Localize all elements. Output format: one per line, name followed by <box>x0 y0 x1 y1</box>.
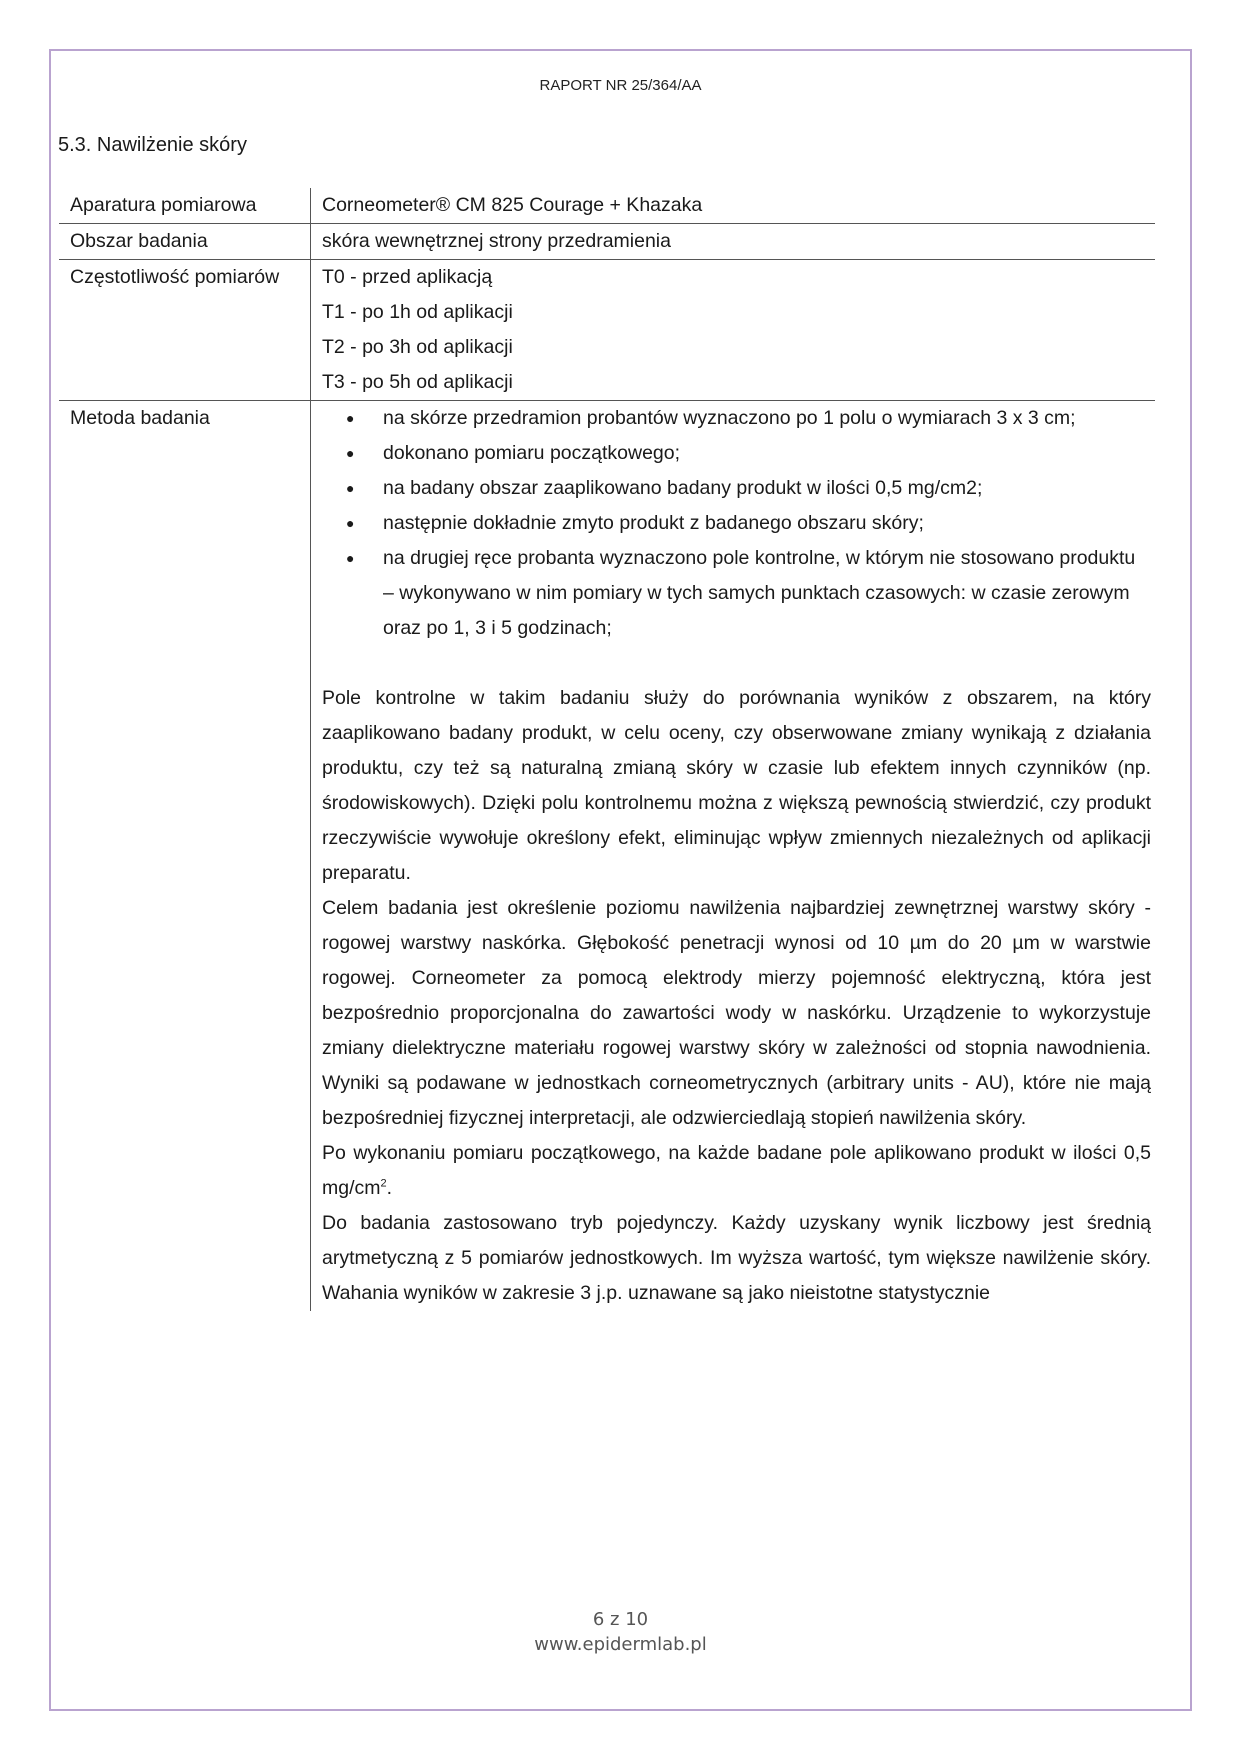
website-link[interactable]: www.epidermlab.pl <box>534 1634 707 1655</box>
frequency-t1: T1 - po 1h od aplikacji <box>322 301 513 323</box>
area-value: skóra wewnętrznej strony przedramienia <box>311 224 1156 260</box>
frequency-label: Częstotliwość pomiarów <box>59 260 311 401</box>
apparatus-label: Aparatura pomiarowa <box>59 188 311 224</box>
frequency-t2: T2 - po 3h od aplikacji <box>322 336 513 358</box>
spec-table <box>59 188 1155 1311</box>
application-paragraph: Po wykonaniu pomiaru początkowego, na każde badane pole aplikowano produkt w ilości 0,5 $mg/cm^2$. <box>322 1142 1151 1199</box>
frequency-t3: T3 - po 5h od aplikacji <box>322 371 513 393</box>
apparatus-value: Corneometer® CM 825 Courage + Khazaka <box>311 188 1156 224</box>
table-row-apparatus <box>59 188 1155 224</box>
bullet-icon: ● <box>346 445 355 461</box>
bullet-icon: ● <box>346 550 355 566</box>
method-step: ● na drugiej ręce probanta wyznaczono pole kontrolne, w którym nie stosowano produktu – wykonywano w nim pomiary w tych samych punktach czasowych: w czasie zerowym oraz po 1, 3 i 5 godzinach; <box>322 541 1151 646</box>
bullet-icon: ● <box>346 410 355 426</box>
method-description <box>311 401 1156 1312</box>
frequency-t0: T0 - przed aplikacją <box>322 266 493 288</box>
section-title: 5.3. Nawilżenie skóry <box>58 134 247 156</box>
bullet-icon: ● <box>346 480 355 496</box>
report-number: RAPORT NR 25/364/AA <box>539 77 702 94</box>
purpose-paragraph: Celem badania jest określenie poziomu nawilżenia najbardziej zewnętrznej warstwy skóry - rogowej warstwy naskórka. Głębokość penetracji wynosi od 10 µm do 20 µm w warstwie rogowej. Corneometer za pomocą elektrody mierzy pojemność elektryczną, która jest bezpośrednio proporcjonalna do zawartości wody w naskórku. Urządzenie to wykorzystuje zmiany dielektryczne materiału rogowej warstwy skóry w zależności od stopnia nawodnienia. Wyniki są podawane w jednostkach corneometrycznych (arbitrary units - AU), które nie mają bezpośredniej fizycznej interpretacji, ale odzwierciedlają stopień nawilżenia skóry. <box>322 897 1151 1129</box>
frequency-values <box>311 260 1156 401</box>
method-step: ● na badany obszar zaaplikowano badany produkt w ilości 0,5 mg/cm2; <box>322 471 1151 506</box>
page-number: 6 z 10 <box>592 1609 649 1630</box>
method-steps-list <box>322 401 1151 646</box>
method-step: ● dokonano pomiaru początkowego; <box>322 436 1151 471</box>
table-row-frequency <box>59 260 1155 401</box>
area-label: Obszar badania <box>59 224 311 260</box>
table-row-method <box>59 401 1155 1312</box>
mode-paragraph: Do badania zastosowano tryb pojedynczy. Każdy uzyskany wynik liczbowy jest średnią arytmetyczną z 5 pomiarów jednostkowych. Im wyższa wartość, tym większe nawilżenie skóry. Wahania wyników w zakresie 3 j.p. uznawane są jako nieistotne statystycznie <box>322 1212 1151 1304</box>
table-row-area <box>59 224 1155 260</box>
method-label: Metoda badania <box>70 407 210 429</box>
method-step: ● następnie dokładnie zmyto produkt z badanego obszaru skóry; <box>322 506 1151 541</box>
method-step: ● na skórze przedramion probantów wyznaczono po 1 polu o wymiarach 3 x 3 cm; <box>322 401 1151 436</box>
control-field-paragraph: Pole kontrolne w takim badaniu służy do porównania wyników z obszarem, na który zaaplikowano badany produkt, w celu oceny, czy obserwowane zmiany wynikają z działania produktu, czy też są naturalną zmianą skóry w czasie lub efektem innych czynników (np. środowiskowych). Dzięki polu kontrolnemu można z większą pewnością stwierdzić, czy produkt rzeczywiście wywołuje określony efekt, eliminując wpływ zmiennych niezależnych od aplikacji preparatu. <box>322 687 1151 884</box>
bullet-icon: ● <box>346 515 355 531</box>
